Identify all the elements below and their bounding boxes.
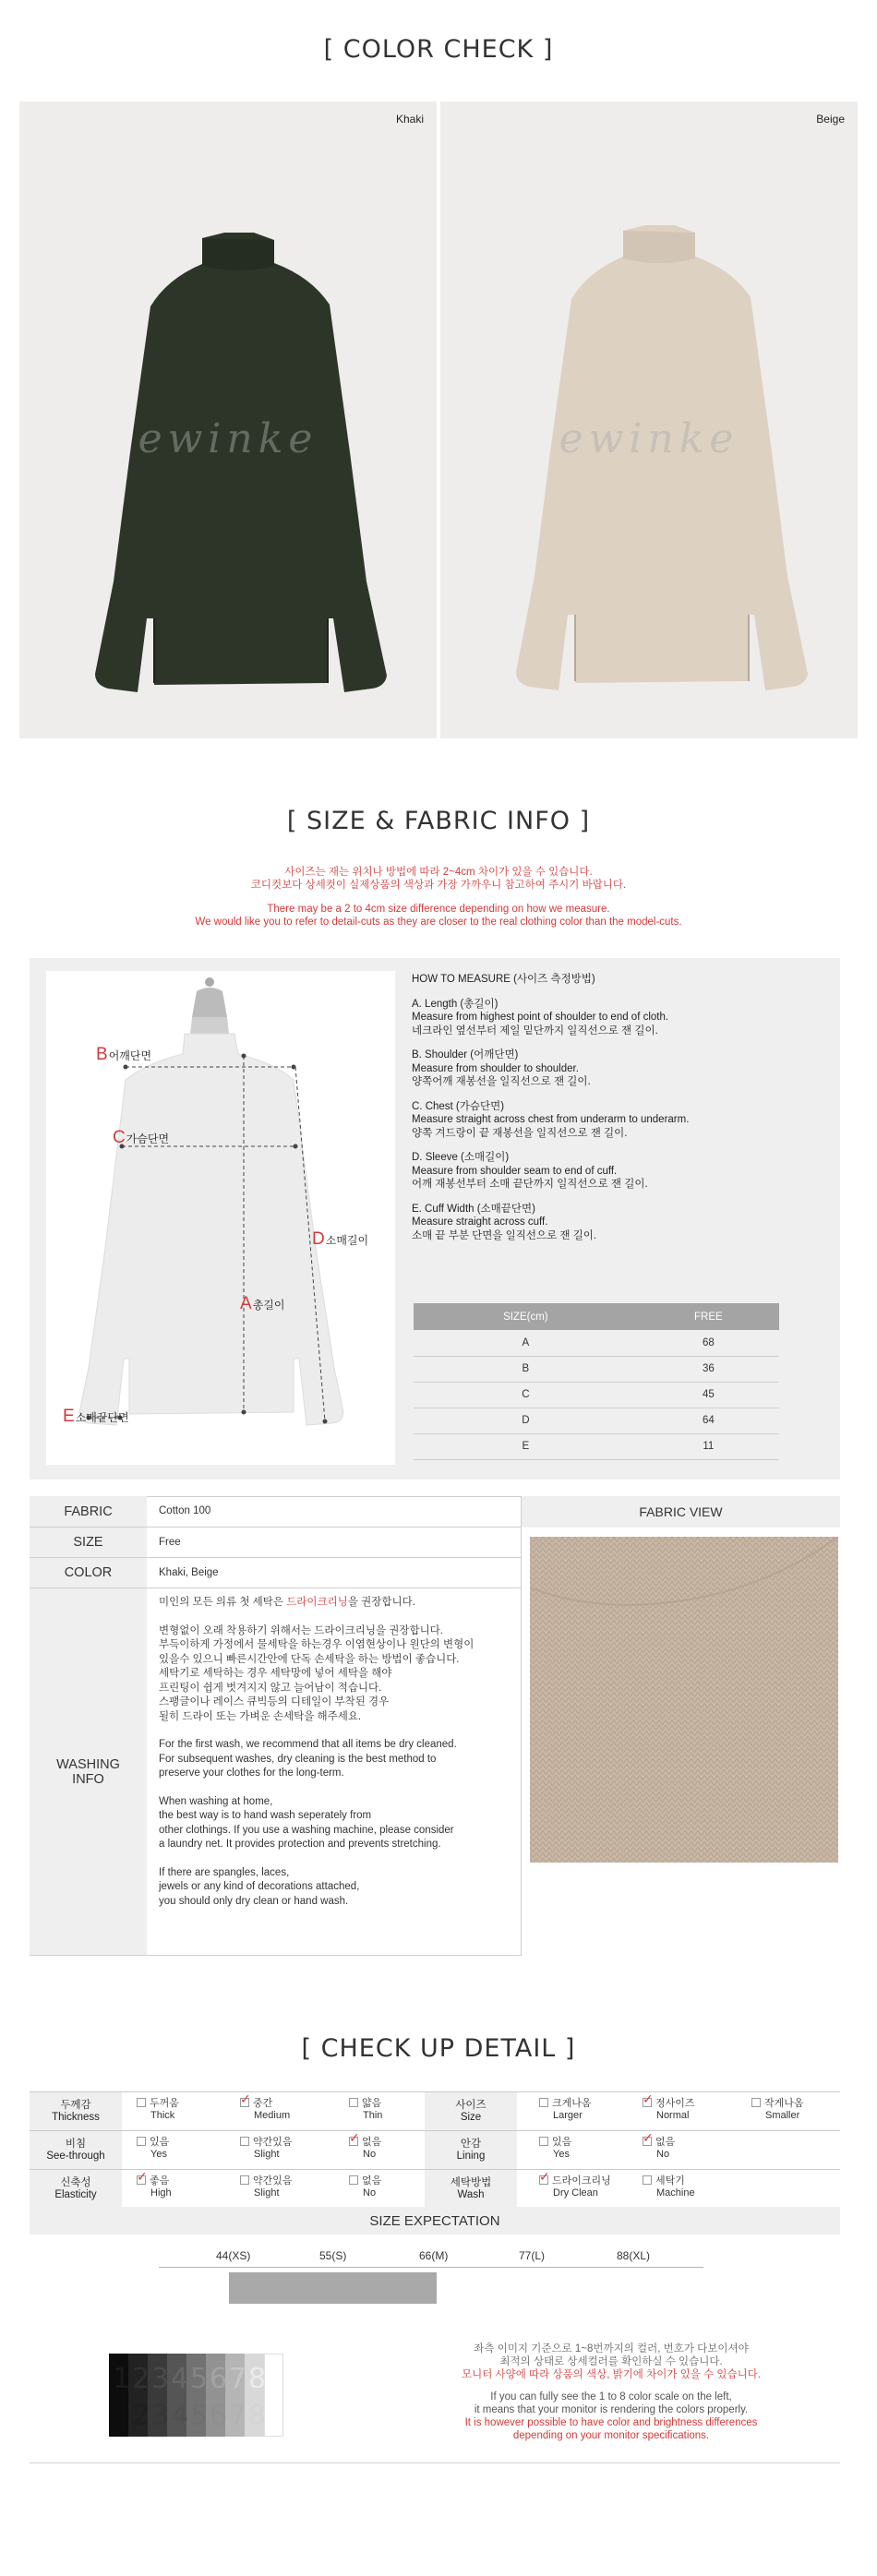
color-key: COLOR: [30, 1558, 147, 1588]
how-to-measure: [412, 973, 818, 1253]
scale-num-5: 5: [190, 2363, 209, 2395]
size-row: [30, 1528, 521, 1558]
scale-num-4-low: 4: [171, 2400, 189, 2432]
size-value: 68: [638, 1330, 779, 1356]
option-yes[interactable]: 있음 Yes: [137, 2137, 169, 2161]
size-fabric-title: [ SIZE & FABRIC INFO ]: [286, 807, 591, 835]
size-notice-ko-2: 코디컷보다 상세컷이 실제상품의 색상과 가장 가까우니 참고하여 주시기 바랍니다.: [250, 880, 627, 891]
lining-key: 안감 Lining: [425, 2131, 517, 2169]
option-machine[interactable]: 세탁기 Machine: [643, 2175, 695, 2199]
scale-num-2: 2: [132, 2363, 150, 2395]
measure-panel: [30, 958, 840, 1480]
see-through-key: 비침 See-through: [30, 2131, 122, 2169]
monitor-ko-1: 좌측 이미지 기준으로 1~8번까지의 컬러, 번호가 다보이셔야: [474, 2343, 749, 2354]
expect-label-66: 66(M): [419, 2249, 449, 2262]
scale-num-5-low: 5: [190, 2400, 209, 2432]
howto-e: E. Cuff Width (소매끝단면) Measure straight across cuff. 소매 끝 부분 단면을 일직선으로 잰 길이.: [412, 1203, 597, 1241]
size-value: Free: [159, 1537, 181, 1548]
monitor-en-4: depending on your monitor specifications.: [512, 2430, 710, 2441]
fabric-info-table: [30, 1496, 840, 1956]
checkbox[interactable]: [349, 2175, 358, 2185]
scale-num-7-low: 7: [229, 2400, 247, 2432]
option-elastic-slight[interactable]: 약간있음 Slight: [240, 2175, 293, 2199]
checkbox-checked[interactable]: [643, 2098, 652, 2107]
checkbox[interactable]: [539, 2137, 548, 2146]
color-label-beige: Beige: [816, 113, 845, 126]
option-elastic-no[interactable]: 없음 No: [349, 2175, 381, 2199]
table-row: [414, 1382, 779, 1408]
size-table-header-cell: FREE: [638, 1303, 779, 1330]
color-value: Khaki, Beige: [159, 1567, 219, 1578]
expect-label-55: 55(S): [319, 2249, 347, 2262]
size-table-header: [414, 1303, 779, 1330]
option-no[interactable]: ✓없음 No: [349, 2137, 381, 2161]
table-row: [414, 1356, 779, 1382]
scale-num-1: 1: [113, 2363, 131, 2395]
scale-step-white: [264, 2354, 283, 2437]
measure-figure: [46, 971, 395, 1465]
expect-scale-line: [159, 2267, 703, 2268]
washing-key: WASHING INFO: [30, 1588, 147, 1955]
howto-d: D. Sleeve (소매길이) Measure from shoulder seam to end of cuff. 어깨 재봉선부터 소매 끝단까지 일직선으로 잰 길이.: [412, 1152, 648, 1190]
scale-num-3-low: 3: [151, 2400, 170, 2432]
checkbox-checked[interactable]: [137, 2175, 146, 2185]
expect-range-bar: [229, 2272, 437, 2304]
size-key: B: [414, 1356, 638, 1382]
scale-num-8: 8: [248, 2363, 267, 2395]
label-e-cuff: E소매끝단면: [63, 1407, 129, 1426]
option-slight[interactable]: 약간있음 Slight: [240, 2137, 293, 2161]
label-c-chest: C가슴단면: [113, 1128, 170, 1147]
fabric-view-title: FABRIC VIEW: [522, 1496, 840, 1528]
option-normal[interactable]: ✓정사이즈 Normal: [643, 2098, 695, 2122]
wash-key: 세탁방법 Wash: [425, 2170, 517, 2208]
size-value: 11: [638, 1433, 779, 1459]
monitor-notice: [426, 2342, 796, 2442]
photo-beige: [440, 102, 858, 738]
thickness-key: 두께감 Thickness: [30, 2092, 122, 2130]
scale-num-7: 7: [229, 2363, 247, 2395]
check-row-seethrough-lining: [30, 2131, 840, 2170]
size-expectation-title: SIZE EXPECTATION: [30, 2207, 840, 2235]
watermark: ewinke: [138, 415, 318, 462]
option-medium[interactable]: ✓중간 Medium: [240, 2098, 290, 2122]
scale-num-4: 4: [171, 2363, 189, 2395]
table-row: [414, 1433, 779, 1459]
photo-khaki: [19, 102, 437, 738]
howto-b: B. Shoulder (어깨단면) Measure from shoulder to shoulder. 양쪽어깨 재봉선을 일직선으로 잰 길이.: [412, 1049, 591, 1087]
scale-num-6-low: 6: [210, 2400, 228, 2432]
option-smaller[interactable]: 작게나옴 Smaller: [751, 2098, 804, 2122]
checkbox[interactable]: [751, 2098, 761, 2107]
label-b-shoulder: B어깨단면: [96, 1045, 152, 1064]
size-key: E: [414, 1433, 638, 1459]
scale-num-3: 3: [151, 2363, 170, 2395]
howto-c: C. Chest (가슴단면) Measure straight across chest from underarm to underarm. 양쪽 겨드랑이 끝 재봉선을 일직선으로 잰 길이.: [412, 1100, 690, 1139]
check-up-title: [ CHECK UP DETAIL ]: [301, 2034, 576, 2063]
table-row: [414, 1408, 779, 1433]
size-notice-en-2: We would like you to refer to detail-cuts as they are closer to the real clothing color than the model-cuts.: [195, 917, 682, 928]
washing-row: [30, 1588, 521, 1956]
fabric-row: [30, 1496, 521, 1528]
size-key: C: [414, 1382, 638, 1408]
option-thick[interactable]: 두꺼움 Thick: [137, 2098, 179, 2122]
color-row: [30, 1558, 521, 1588]
size-value: 36: [638, 1356, 779, 1382]
color-label-khaki: Khaki: [395, 113, 424, 126]
size-table-header-cell: SIZE(cm): [414, 1303, 638, 1330]
monitor-en-3: It is however possible to have color and brightness differences: [464, 2417, 758, 2428]
fabric-texture-image: [530, 1537, 838, 1863]
howto-a: A. Length (총길이) Measure from highest point of shoulder to end of cloth. 네크라인 옆선부터 제일 밑단까지 일직선으로 잰 길이.: [412, 998, 669, 1036]
checkbox-checked[interactable]: [539, 2175, 548, 2185]
size-notice-en-1: There may be a 2 to 4cm size difference depending on how we measure.: [267, 904, 610, 915]
elasticity-key: 신축성 Elasticity: [30, 2170, 122, 2208]
checkbox[interactable]: [240, 2175, 249, 2185]
size-key: A: [414, 1330, 638, 1356]
size-value: 64: [638, 1408, 779, 1433]
checkbox-checked[interactable]: [643, 2137, 652, 2146]
checkbox[interactable]: [349, 2098, 358, 2107]
size-table: [414, 1303, 779, 1460]
scale-num-8-low: 8: [248, 2400, 267, 2432]
table-row: [414, 1330, 779, 1356]
monitor-en-1: If you can fully see the 1 to 8 color scale on the left,: [490, 2391, 732, 2402]
size-key: D: [414, 1408, 638, 1433]
fabric-key: FABRIC: [30, 1496, 147, 1527]
label-a-length: A총길이: [240, 1294, 285, 1313]
expect-label-44: 44(XS): [216, 2249, 251, 2262]
checkbox[interactable]: [137, 2098, 146, 2107]
option-larger[interactable]: 크게나옴 Larger: [539, 2098, 592, 2122]
size-key: SIZE: [30, 1528, 147, 1557]
fabric-value: Cotton 100: [159, 1505, 211, 1516]
option-dry-clean[interactable]: ✓드라이크리닝 Dry Clean: [539, 2175, 611, 2199]
checkbox[interactable]: [240, 2137, 249, 2146]
check-row-elasticity-wash: [30, 2170, 840, 2209]
expect-label-77: 77(L): [519, 2249, 546, 2262]
bottom-divider: [30, 2462, 840, 2463]
option-lining-yes[interactable]: 있음 Yes: [539, 2137, 571, 2161]
monitor-ko-3: 모니터 사양에 따라 상품의 색상, 밝기에 차이가 있을 수 있습니다.: [462, 2369, 761, 2380]
watermark: ewinke: [559, 415, 739, 462]
option-thin[interactable]: 얇음 Thin: [349, 2098, 382, 2122]
option-high[interactable]: ✓좋음 High: [137, 2175, 172, 2199]
checkbox[interactable]: [643, 2175, 652, 2185]
monitor-en-2: it means that your monitor is rendering the colors properly.: [474, 2404, 749, 2415]
washing-text: 미인의 모든 의류 첫 세탁은 드라이크리닝을 권장합니다. 변형없이 오래 착용하기 위해서는 드라이크리닝을 권장합니다. 부득이하게 가정에서 물세탁을 하는경우 이염현상이나 원단의 변형이 있을수 있으니 빠른시간안에 단독 손세탁을 하는 방법이 좋습니다. 세탁기로 세탁하는 경우 세탁망에 넣어 세탁을 해야 프린팅이 쉽게 벗겨지지 않고 늘어남이 적습니다. 스팽글이나 레이스 큐빅등의 디테일이 부착된 경우 될히 드라이 또는 가벼운 손세탁을 해주세요. For the first wash, we recommend that all items be dry cleaned. For subsequent washes, dry cleaning is the best method to preserve your clothes for the long-term. When washing at home, the best way is to hand wash seperately from other clothings. If you use a washing machine, please consider a laundry net. It provides protection and prevents stretching. If there are spangles, laces, jewels or any kind of decorations attached, you should only dry clean or hand wash.: [159, 1597, 475, 1907]
checkbox[interactable]: [137, 2137, 146, 2146]
size-notice-ko-1: 사이즈는 재는 위치나 방법에 따라 2~4cm 차이가 있을 수 있습니다.: [284, 867, 593, 878]
checkbox-checked[interactable]: [240, 2098, 249, 2107]
howto-title: HOW TO MEASURE (사이즈 측정방법): [412, 974, 595, 985]
scale-num-6: 6: [210, 2363, 228, 2395]
label-d-sleeve: D소매길이: [312, 1229, 369, 1249]
scale-num-2-low: 2: [132, 2400, 150, 2432]
option-lining-no[interactable]: ✓없음 No: [643, 2137, 675, 2161]
size-check-key: 사이즈 Size: [425, 2092, 517, 2130]
checkbox[interactable]: [539, 2098, 548, 2107]
check-row-thickness-size: [30, 2092, 840, 2131]
monitor-ko-2: 최적의 상태로 상세컬러를 확인하실 수 있습니다.: [499, 2356, 723, 2367]
color-check-title: [ COLOR CHECK ]: [323, 35, 554, 64]
expect-label-88: 88(XL): [617, 2249, 651, 2262]
size-value: 45: [638, 1382, 779, 1408]
checkbox-checked[interactable]: [349, 2137, 358, 2146]
